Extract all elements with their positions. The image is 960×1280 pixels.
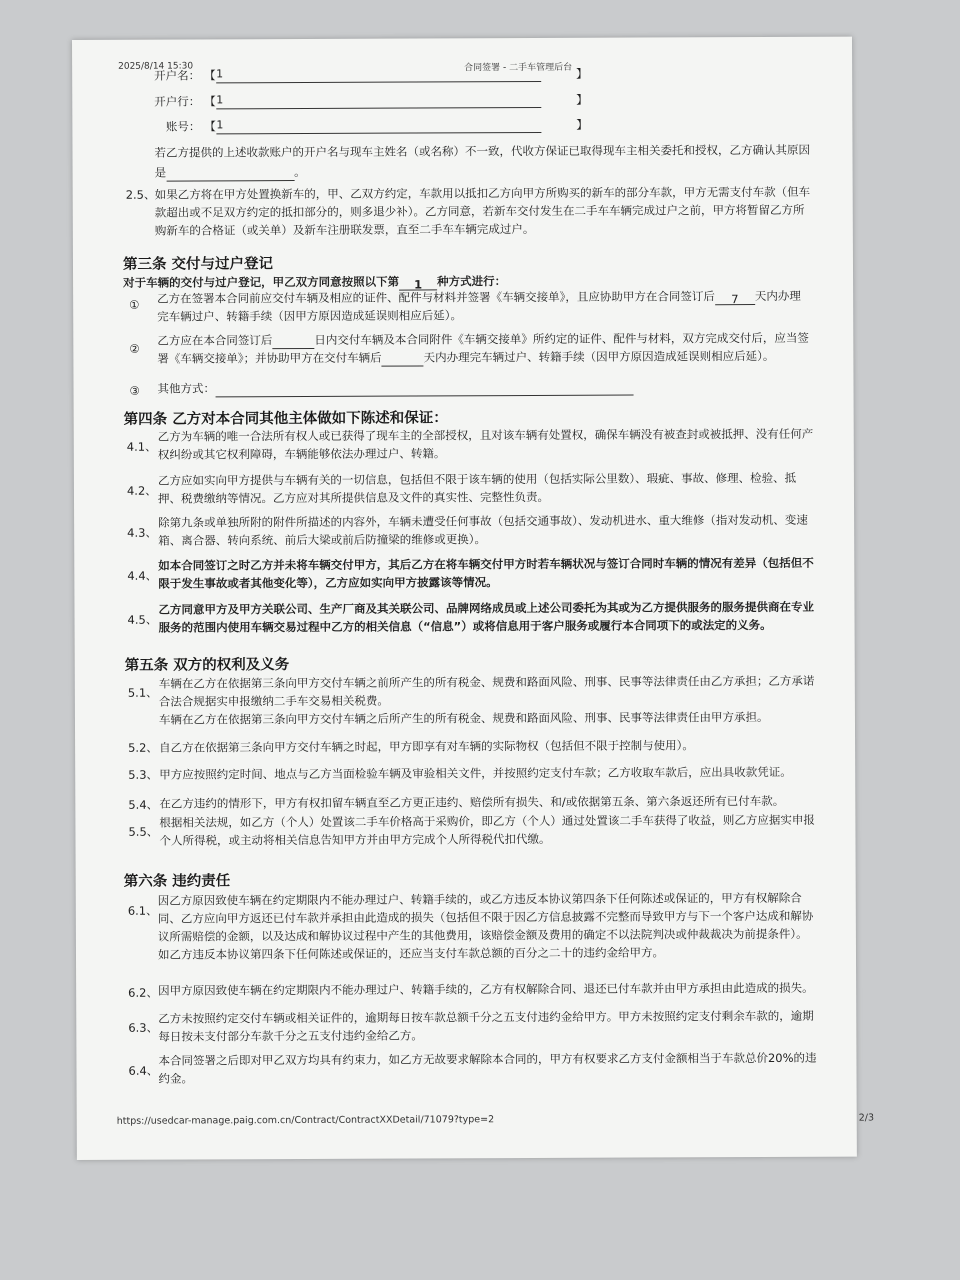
intro-text: 对于车辆的交付与过户登记，甲乙双方同意按照以下第 bbox=[123, 274, 400, 290]
clause-line: 乙方同意甲方及甲方关联公司、生产厂商及其关联公司、品牌网络成员或上述公司委托为其或为乙方提供服务的服务提供商在专业 bbox=[158, 599, 815, 617]
clause-number: 2.5、 bbox=[125, 187, 156, 202]
option-2 bbox=[157, 329, 847, 368]
clause-6-3 bbox=[158, 1007, 858, 1046]
clause-number: 6.2、 bbox=[128, 985, 158, 1000]
clause-number: 6.3、 bbox=[128, 1020, 159, 1035]
clause-line: 每日按未支付部分车款千分之五支付违约金给乙方。 bbox=[158, 1028, 423, 1044]
bracket-open: 【 bbox=[204, 94, 216, 109]
clause-6-2: 因甲方原因致使车辆在约定期限内不能办理过户、转籍手续的，乙方有权解除合同、退还已付车款并由甲方承担由此造成的损失。 bbox=[158, 980, 814, 998]
account-name-label: 开户名： bbox=[154, 68, 201, 83]
account-name-value: 1 bbox=[216, 66, 541, 83]
clause-4-5 bbox=[158, 598, 848, 637]
clause-line: 如果乙方将在甲方处置换新车的，甲、乙双方约定，车款用以抵扣乙方向甲方所购买的新车的部分车款，甲方无需支付车款（但车 bbox=[154, 184, 811, 202]
clause-5-4: 在乙方违约的情形下，甲方有权扣留车辆直至乙方更正违约、赔偿所有损失、和/或依据第五条、第六条返还所有已付车款。 bbox=[159, 793, 785, 811]
clause-5-2: 自乙方在依据第三条向甲方交付车辆之时起，甲方即享有对车辆的实际物权（包括但不限于控制与使用）。 bbox=[159, 738, 694, 755]
clause-line: 购新车的合格证（或关单）及新车注册联发票，直至二手车车辆完成过户。 bbox=[154, 221, 535, 238]
clause-number: 5.5、 bbox=[128, 824, 159, 839]
option-text: 其他方式： bbox=[157, 381, 216, 396]
option-text: 天内办理完车辆过户、转籍手续（因甲方原因造成延误则相应后延）。 bbox=[423, 348, 775, 365]
account-bank-label: 开户行： bbox=[154, 94, 201, 109]
bracket-close: 】 bbox=[576, 92, 588, 107]
clause-line: 车辆在乙方在依据第三条向甲方交付车辆之后所产生的所有税金、规费和路面风险、刑事、民事等法律责任由甲方承担。 bbox=[158, 709, 769, 727]
mismatch-suffix: 。 bbox=[294, 164, 306, 180]
footer-url: https://usedcar-manage.paig.com.cn/Contract/ContractXXDetail/71079?type=2 bbox=[116, 1114, 495, 1127]
clause-line: 除第九条或单独所附的附件所描述的内容外，车辆未遭受任何事故（包括交通事故）、发动机进水、重大维修（指对发动机、变速 bbox=[158, 512, 808, 530]
clause-number: 5.4、 bbox=[128, 797, 159, 812]
clause-4-2 bbox=[158, 469, 848, 508]
clause-number: 4.1、 bbox=[126, 439, 157, 454]
option-1 bbox=[157, 287, 837, 326]
print-date: 2025/8/14 15:30 bbox=[118, 61, 194, 72]
other-method-blank bbox=[215, 381, 633, 398]
clause-line: 同、乙方应向甲方返还已付车款并承担由此造成的损失（包括但不限于因乙方信息披露不完整而导致甲方与下一个客户达成和解协 bbox=[157, 908, 814, 926]
clause-number: 4.5、 bbox=[127, 612, 158, 627]
article-6-title: 第六条 违约责任 bbox=[123, 873, 231, 890]
clause-number: 6.4、 bbox=[128, 1063, 159, 1078]
option-text: 署《车辆交接单》；并协助甲方在交付车辆后 bbox=[157, 350, 382, 366]
clause-line: 箱、离合器、转向系统、前后大梁或前后防撞梁的维修或更换）。 bbox=[158, 532, 486, 548]
account-number-label: 账号： bbox=[165, 119, 201, 134]
option-text: 天内办理 bbox=[754, 288, 801, 304]
print-title: 合同签署 - 二手车管理后台 bbox=[464, 62, 573, 74]
mismatch-prefix: 是 bbox=[154, 165, 167, 180]
mismatch-line-1: 若乙方提供的上述收款账户的开户名与现车主姓名（或名称）不一致，代收方保证已取得现车主相关委托和授权，乙方确认其原因 bbox=[154, 142, 811, 160]
clause-line: 服务的范围内使用车辆交易过程中乙方的相关信息（“信息”）或将信息用于客户服务或履行本合同项下的或法定的义务。 bbox=[158, 617, 772, 635]
clause-line: 押、税费缴纳等情况。乙方应对其所提供信息及文件的真实性、完整性负责。 bbox=[157, 489, 550, 506]
intro-text: 种方式进行： bbox=[437, 274, 507, 289]
account-bank-row bbox=[112, 92, 588, 112]
clause-line: 因乙方原因致使车辆在约定期限内不能办理过户、转籍手续的，或乙方违反本协议第四条下任何陈述或保证的，甲方有权解除合 bbox=[157, 890, 802, 908]
account-number-row bbox=[112, 117, 588, 137]
account-number-value: 1 bbox=[216, 117, 541, 134]
clause-4-3 bbox=[158, 511, 848, 550]
bracket-open: 【 bbox=[204, 68, 216, 83]
clause-number: 4.2、 bbox=[126, 483, 157, 498]
clause-line: 乙方未按照约定交付车辆或相关证件的，逾期每日按车款总额千分之五支付违约金给甲方。甲方未按照约定支付剩余车款的，逾期 bbox=[158, 1008, 814, 1026]
clause-line: 车辆在乙方在依据第三条向甲方交付车辆之前所产生的所有税金、规费和路面风险、刑事、民事等法律责任由乙方承担；乙方承诺 bbox=[158, 673, 815, 691]
clause-number: 4.3、 bbox=[127, 525, 157, 540]
account-name-row bbox=[112, 66, 588, 86]
article-3-title: 第三条 交付与过户登记 bbox=[122, 256, 274, 273]
account-bank-value: 1 bbox=[216, 92, 541, 109]
clause-line: 限于发生事故或者其他变化等），乙方应如实向甲方披露该等情况。 bbox=[158, 575, 498, 591]
option-3-mark: ③ bbox=[129, 383, 140, 398]
option-text: 乙方在签署本合同前应交付车辆及相应的证件、配件与材料并签署《车辆交接单》，且应协助甲方在合同签订后 bbox=[157, 289, 715, 306]
clause-line: 本合同签署之后即对甲乙双方均具有约束力，如乙方无故要求解除本合同的，甲方有权要求乙方支付金额相当于车款总价20%的违 bbox=[158, 1050, 817, 1068]
bracket-close: 】 bbox=[576, 117, 588, 132]
days-blank bbox=[382, 351, 424, 366]
page-number: 2/3 bbox=[858, 1112, 875, 1124]
clause-line: 合法合规据实申报缴纳二手车交易相关税费。 bbox=[158, 693, 389, 709]
clause-line: 乙方应如实向甲方提供与车辆有关的一切信息，包括但不限于该车辆的使用（包括实际公里数）、瑕疵、事故、修理、检验、抵 bbox=[157, 470, 797, 488]
clause-line: 个人所得税，或主动将相关信息告知甲方并由甲方完成个人所得税代扣代缴。 bbox=[159, 831, 551, 848]
clause-6-4 bbox=[158, 1049, 858, 1088]
clause-5-5 bbox=[159, 811, 849, 850]
option-text: 日内交付车辆及本合同附件《车辆交接单》所约定的证件、配件与材料，双方完成交付后，应当签 bbox=[314, 330, 809, 347]
clause-number: 4.4、 bbox=[127, 568, 158, 583]
option-1-mark: ① bbox=[129, 297, 140, 312]
clause-number: 5.2、 bbox=[128, 740, 158, 755]
clause-line: 如本合同签订之时乙方并未将车辆交付甲方，其后乙方在将车辆交付甲方时若车辆状况与签订合同时车辆的情况有差异（包括但不 bbox=[158, 555, 814, 573]
option-text: 完车辆过户、转籍手续（因甲方原因造成延误则相应后延）。 bbox=[157, 308, 462, 324]
clause-6-1 bbox=[158, 889, 858, 964]
clause-4-1 bbox=[158, 425, 848, 464]
clause-line: 议所需赔偿的金额，以及达成和解协议过程中产生的其他费用，该赔偿金额及费用的确定不以法院判决或仲裁裁决为前提条件）。 bbox=[157, 926, 808, 944]
option-3 bbox=[157, 377, 757, 398]
clause-line: 乙方为车辆的唯一合法所有权人或已获得了现车主的全部授权，且对该车辆有处置权，确保车辆没有被查封或被抵押、没有任何产 bbox=[157, 426, 814, 444]
clause-5-3: 甲方应按照约定时间、地点与乙方当面检验车辆及审验相关文件，并按照约定支付车款；乙方收取车款后，应出具收款凭证。 bbox=[159, 764, 792, 782]
bracket-open: 【 bbox=[204, 119, 216, 134]
clause-line: 根据相关法规，如乙方（个人）处置该二手车价格高于采购价，即乙方（个人）通过处置该二手车获得了收益，则乙方应据实申报 bbox=[159, 812, 815, 830]
clause-line: 约金。 bbox=[158, 1071, 194, 1086]
clause-number: 6.1、 bbox=[127, 903, 158, 918]
clause-line: 如乙方违反本协议第四条下任何陈述或保证的，还应当支付车款总额的百分之二十的违约金给甲方。 bbox=[157, 945, 665, 962]
bracket-close: 】 bbox=[576, 66, 588, 81]
article-4-title: 第四条 乙方对本合同其他主体做如下陈述和保证： bbox=[123, 410, 448, 428]
clause-5-1 bbox=[159, 672, 849, 729]
contract-page bbox=[72, 37, 875, 1160]
option-text: 乙方应在本合同签订后 bbox=[157, 333, 273, 348]
days-blank bbox=[272, 334, 314, 349]
clause-4-4 bbox=[158, 554, 848, 593]
clause-number: 5.3、 bbox=[128, 767, 159, 782]
days-blank: 7 bbox=[715, 290, 755, 305]
clause-line: 权纠纷或其它权利障碍，车辆能够依法办理过户、转籍。 bbox=[157, 446, 446, 462]
method-number: 1 bbox=[399, 275, 437, 290]
clause-number: 5.1、 bbox=[127, 685, 158, 700]
clause-2-5 bbox=[155, 169, 835, 240]
article-5-title: 第五条 双方的权利及义务 bbox=[124, 657, 290, 674]
clause-line: 款超出或不足双方约定的抵扣部分的，则多退少补）。乙方同意，若新车交付发生在二手车车辆完成过户之前，甲方将暂留乙方所 bbox=[154, 202, 805, 220]
option-2-mark: ② bbox=[129, 341, 140, 356]
